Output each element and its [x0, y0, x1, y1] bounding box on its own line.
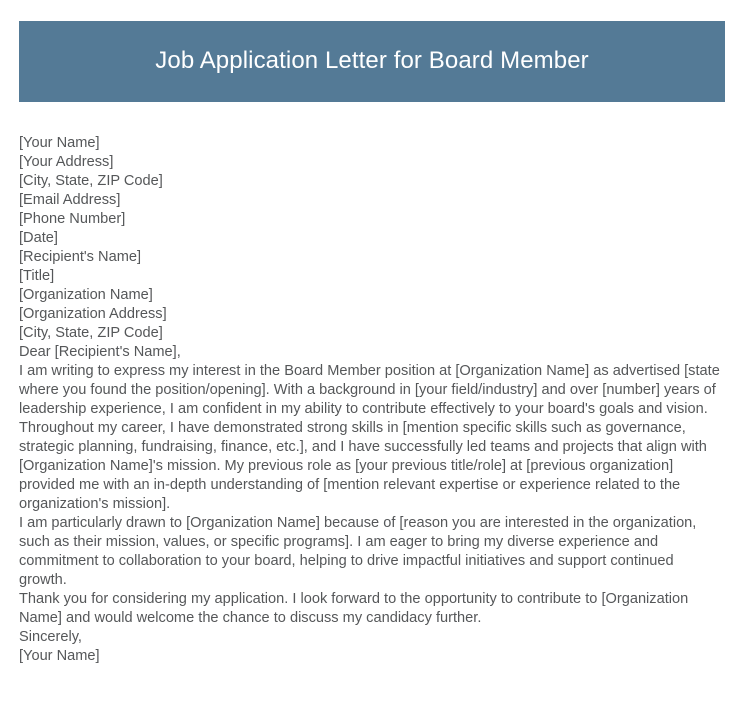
letter-body — [19, 134, 724, 666]
letter-paragraph-1: I am writing to express my interest in the Board Member position at [Organization Name] as advertised [state where you found the position/opening]. With a background in [your field/industry] and over [number] years of leadership experience, I am confident in my ability to contribute effectively to your board's goals and vision. — [19, 363, 720, 417]
letter-paragraph-2: Throughout my career, I have demonstrated strong skills in [mention specific skills such as governance, strategic planning, fundraising, finance, etc.], and I have successfully led teams and projects that align with [Organization Name]'s mission. My previous role as [your previous title/role] at [previous organization] provided me with an in-depth understanding of [mention relevant expertise or experience related to the organization's mission]. — [19, 420, 707, 512]
letter-paragraph-4: Thank you for considering my application. I look forward to the opportunity to contribute to [Organization Name] and would welcome the chance to discuss my candidacy further. — [19, 591, 689, 626]
letter-line-organization-address: [Organization Address] — [19, 306, 167, 322]
letter-closing: Sincerely, — [19, 629, 82, 645]
letter-salutation: Dear [Recipient's Name], — [19, 344, 181, 360]
letter-line-phone-number: [Phone Number] — [19, 211, 126, 227]
letter-line-your-name: [Your Name] — [19, 135, 100, 151]
letter-line-your-city-state-zip: [City, State, ZIP Code] — [19, 173, 163, 189]
letter-line-your-address: [Your Address] — [19, 154, 114, 170]
letter-line-date: [Date] — [19, 230, 58, 246]
document-header-banner — [19, 21, 725, 102]
letter-paragraph-3: I am particularly drawn to [Organization Name] because of [reason you are interested in the organization, such as their mission, values, or specific programs]. I am eager to bring my diverse experience and commitment to collaboration to your board, helping to drive impactful initiatives and support continued growth. — [19, 515, 697, 588]
letter-signature-name: [Your Name] — [19, 648, 100, 664]
letter-line-organization-name: [Organization Name] — [19, 287, 153, 303]
letter-line-recipient-name: [Recipient's Name] — [19, 249, 142, 265]
letter-line-email-address: [Email Address] — [19, 192, 121, 208]
page-title: Job Application Letter for Board Member — [155, 47, 589, 75]
letter-line-recipient-title: [Title] — [19, 268, 55, 284]
letter-line-organization-city-state-zip: [City, State, ZIP Code] — [19, 325, 163, 341]
